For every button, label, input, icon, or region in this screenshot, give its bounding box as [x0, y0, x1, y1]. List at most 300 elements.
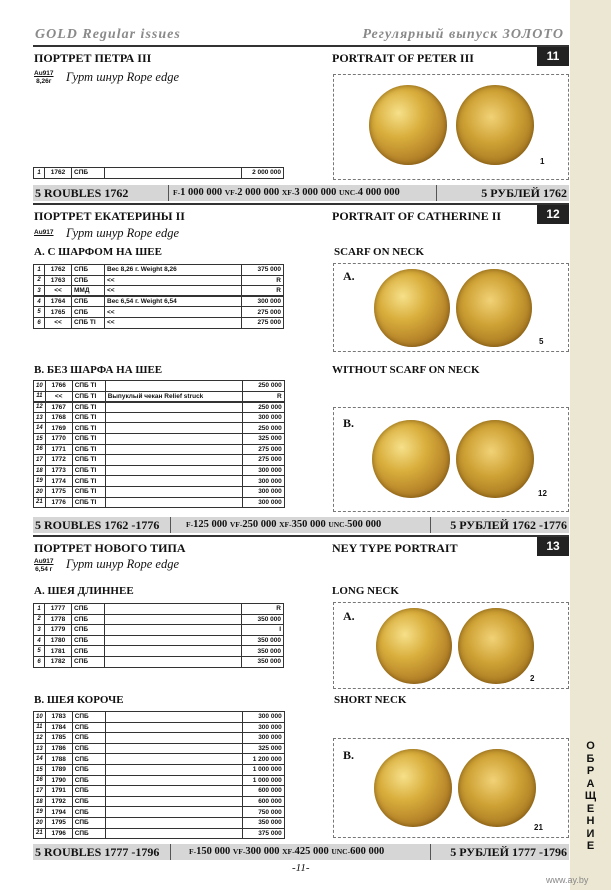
row-year: 1796: [45, 828, 72, 839]
row-year: <<: [45, 286, 72, 297]
row-mint: ММД: [72, 286, 105, 297]
row-mint: СПБ ТI: [72, 476, 105, 487]
row-mint: СПБ: [72, 604, 105, 615]
grade-vf: VF-: [232, 847, 246, 856]
s13-coin-a-obverse: [376, 608, 452, 684]
row-price: 300 000: [242, 296, 284, 307]
table-row: [34, 712, 285, 723]
row-price: 600 000: [242, 786, 284, 797]
s12-sub-b-ru: В. БЕЗ ШАРФА НА ШЕЕ: [34, 364, 163, 376]
price-vf: 250 000: [242, 519, 277, 530]
s13-table-a: [33, 603, 284, 668]
s13-coin-b-number: 21: [534, 823, 543, 832]
side-label: [570, 740, 611, 853]
s13-metal-top: Au917: [34, 558, 54, 565]
row-mint: СПБ: [72, 733, 105, 744]
s13-table-b: [33, 711, 285, 839]
s13-sub-b-en: SHORT NECK: [334, 694, 407, 706]
table-row: [34, 412, 285, 423]
side-letter: А: [586, 777, 595, 790]
row-index: 1: [34, 604, 45, 615]
s12-coin-b-number: 12: [538, 489, 547, 498]
s11-price-center: [173, 185, 400, 201]
row-description: [105, 828, 242, 839]
table-row: [34, 381, 285, 392]
row-year: 1763: [45, 275, 72, 286]
price-f: 125 000: [193, 519, 228, 530]
price-xf: 425 000: [294, 846, 329, 857]
row-year: 1795: [45, 817, 72, 828]
row-year: 1774: [45, 476, 72, 487]
table-row: [34, 423, 285, 434]
row-description: [105, 764, 242, 775]
row-description: [105, 444, 242, 455]
header-divider: [33, 45, 569, 47]
row-description: [105, 775, 242, 786]
row-mint: СПБ: [72, 625, 105, 636]
s12-title-ru: ПОРТРЕТ ЕКАТЕРИНЫ II: [34, 209, 185, 223]
row-description: <<: [105, 286, 242, 297]
s13-price-bar: [33, 844, 569, 860]
table-row: [34, 433, 285, 444]
row-description: [105, 656, 242, 667]
row-year: 1764: [45, 296, 72, 307]
row-year: 1784: [45, 722, 72, 733]
side-letter: Н: [586, 815, 595, 827]
s12-number-badge: 12: [537, 205, 569, 224]
row-year: 1791: [45, 786, 72, 797]
s11-title-en: PORTRAIT OF PETER III: [332, 51, 474, 65]
row-year: 1766: [45, 381, 72, 392]
row-description: [105, 635, 242, 646]
row-year: 1767: [45, 402, 72, 413]
s12-sub-b-en: WITHOUT SCARF ON NECK: [332, 364, 480, 376]
row-description: [105, 497, 242, 508]
row-price: 275 000: [242, 455, 284, 466]
table-row: [34, 402, 285, 413]
s13-coin-a-letter: A.: [343, 609, 355, 623]
row-index: 4: [34, 296, 45, 307]
row-description: [105, 402, 242, 413]
row-year: 1788: [45, 754, 72, 765]
row-year: 1783: [45, 712, 72, 723]
row-index: 12: [34, 733, 46, 744]
row-index: 15: [34, 433, 46, 444]
row-mint: СПБ: [72, 764, 105, 775]
s12-coin-box-a: [333, 263, 569, 352]
row-index: 15: [34, 764, 46, 775]
side-letter: О: [586, 740, 595, 752]
price-xf: 3 000 000: [294, 187, 337, 198]
row-year: 1765: [45, 307, 72, 318]
s11-title-ru: ПОРТРЕТ ПЕТРА III: [34, 51, 152, 65]
table-row: [34, 775, 285, 786]
s13-metal: [34, 558, 54, 574]
row-mint: СПБ: [72, 796, 105, 807]
s13-sub-a-ru: А. ШЕЯ ДЛИННЕЕ: [34, 585, 134, 597]
grade-f: F-: [186, 520, 194, 529]
row-year: 1792: [45, 796, 72, 807]
row-price: R: [242, 604, 284, 615]
row-price: 250 000: [242, 423, 284, 434]
s13-coin-box-b: [333, 738, 569, 838]
table-row: [34, 764, 285, 775]
s11-metal-top: Au917: [34, 70, 54, 77]
row-mint: СПБ: [72, 775, 105, 786]
page-number: -11-: [292, 862, 310, 874]
row-year: <<: [45, 317, 72, 328]
row-price: 750 000: [242, 807, 284, 818]
s13-coin-box-a: [333, 602, 569, 689]
row-index: 13: [34, 743, 46, 754]
s11-price-bar: [33, 185, 569, 201]
grade-f: F-: [189, 847, 197, 856]
row-description: [105, 754, 242, 765]
row-year: 1769: [45, 423, 72, 434]
row-price: 300 000: [242, 733, 284, 744]
row-description: [105, 722, 242, 733]
row-description: [105, 625, 242, 636]
s11-coin-box: [333, 74, 569, 180]
table-row: [34, 265, 284, 276]
row-mint: СПБ ТI: [72, 381, 105, 392]
row-description: [105, 476, 242, 487]
row-price: R: [242, 275, 284, 286]
row-description: [105, 817, 242, 828]
row-description: Вес 8,26 г. Weight 8,26: [105, 265, 242, 276]
row-year: 1785: [45, 733, 72, 744]
row-index: 11: [34, 391, 46, 402]
row-year: <<: [45, 391, 72, 402]
s11-table: [33, 167, 284, 179]
table-row: [34, 317, 284, 328]
s13-title-en: NEY TYPE PORTRAIT: [332, 541, 458, 555]
price-unc: 500 000: [347, 519, 382, 530]
row-mint: СПБ ТI: [72, 412, 105, 423]
row-price: 300 000: [242, 722, 284, 733]
row-price: 1 200 000: [242, 754, 284, 765]
table-row: [34, 817, 285, 828]
s12-coin-a-reverse: [456, 269, 532, 347]
row-price: 325 000: [242, 433, 284, 444]
grade-unc: UNC-: [331, 847, 351, 856]
row-year: 1789: [45, 764, 72, 775]
s12-coin-a-obverse: [374, 269, 450, 347]
row-index: 11: [34, 722, 46, 733]
separator: [430, 517, 431, 533]
s13-coin-b-reverse: [458, 749, 536, 827]
row-description: [105, 168, 242, 179]
row-description: [105, 455, 242, 466]
row-year: 1768: [45, 412, 72, 423]
row-index: 3: [34, 286, 45, 297]
row-year: 1779: [45, 625, 72, 636]
price-unc: 600 000: [350, 846, 385, 857]
table-row: [34, 391, 285, 402]
s11-metal: [34, 70, 54, 86]
s13-coin-a-reverse: [458, 608, 534, 684]
row-price: 300 000: [242, 712, 284, 723]
row-description: [105, 712, 242, 723]
table-row: [34, 296, 284, 307]
separator: [168, 185, 169, 201]
row-year: 1782: [45, 656, 72, 667]
row-mint: СПБ ТI: [72, 465, 105, 476]
s11-price-right: 5 РУБЛЕЙ 1762: [481, 186, 567, 200]
s13-metal-bottom: 6,54 г: [35, 566, 53, 573]
row-index: 4: [34, 635, 45, 646]
s12-coin-a-letter: A.: [343, 269, 355, 283]
row-price: 350 000: [242, 817, 284, 828]
table-row: [34, 614, 284, 625]
row-price: 350 000: [242, 635, 284, 646]
row-year: 1776: [45, 497, 72, 508]
row-year: 1771: [45, 444, 72, 455]
row-index: 17: [34, 455, 46, 466]
row-price: 2 000 000: [242, 168, 284, 179]
row-description: [105, 412, 242, 423]
row-index: 19: [34, 476, 46, 487]
row-price: 350 000: [242, 614, 284, 625]
separator: [170, 517, 171, 533]
row-mint: СПБ: [72, 722, 105, 733]
row-mint: СПБ: [72, 296, 105, 307]
row-mint: СПБ: [72, 275, 105, 286]
row-year: 1777: [45, 604, 72, 615]
s13-sub-a-en: LONG NECK: [332, 585, 399, 597]
row-year: 1770: [45, 433, 72, 444]
row-year: 1762: [45, 168, 72, 179]
grade-f: F-: [173, 188, 181, 197]
row-price: 300 000: [242, 412, 284, 423]
side-letter: Щ: [584, 790, 597, 802]
row-mint: СПБ: [72, 754, 105, 765]
row-price: 275 000: [242, 317, 284, 328]
price-f: 150 000: [196, 846, 231, 857]
row-year: 1780: [45, 635, 72, 646]
row-year: 1772: [45, 455, 72, 466]
table-row: [34, 807, 285, 818]
row-mint: СПБ: [72, 307, 105, 318]
row-mint: СПБ: [72, 656, 105, 667]
s12-coin-box-b: [333, 407, 569, 512]
row-mint: СПБ: [72, 614, 105, 625]
row-mint: СПБ ТI: [72, 391, 105, 402]
s12-metal: [34, 229, 54, 237]
row-index: 16: [34, 444, 46, 455]
side-letter: Р: [586, 765, 595, 777]
table-row: [34, 786, 285, 797]
row-price: R: [242, 286, 284, 297]
row-price: R: [242, 391, 284, 402]
s13-sub-b-ru: В. ШЕЯ КОРОЧЕ: [34, 694, 124, 706]
row-price: 350 000: [242, 656, 284, 667]
s13-price-right: 5 РУБЛЕЙ 1777 -1796: [450, 845, 567, 859]
row-index: 20: [34, 486, 46, 497]
table-row: [34, 275, 284, 286]
table-row: [34, 486, 285, 497]
row-mint: СПБ: [72, 743, 105, 754]
row-description: [105, 646, 242, 657]
grade-xf: XF-: [282, 847, 295, 856]
row-index: 18: [34, 796, 46, 807]
grade-xf: XF-: [279, 520, 292, 529]
row-mint: СПБ: [72, 817, 105, 828]
row-price: 350 000: [242, 646, 284, 657]
s11-price-left: 5 ROUBLES 1762: [35, 186, 129, 200]
s12-title-en: PORTRAIT OF CATHERINE II: [332, 209, 502, 223]
s11-coin-obverse: [369, 85, 447, 165]
price-xf: 350 000: [291, 519, 326, 530]
row-price: 250 000: [242, 402, 284, 413]
s12-edge: Гурт шнур Rope edge: [66, 226, 179, 240]
s13-coin-b-letter: B.: [343, 748, 355, 762]
s13-coin-b-obverse: [374, 749, 452, 827]
row-price: 300 000: [242, 486, 284, 497]
row-index: 14: [34, 423, 46, 434]
s12-price-center: [186, 517, 381, 533]
s12-coin-b-letter: B.: [343, 416, 355, 430]
row-index: 18: [34, 465, 46, 476]
separator: [170, 844, 171, 860]
s12-coin-a-number: 5: [539, 337, 544, 346]
grade-vf: VF-: [229, 520, 243, 529]
row-year: 1781: [45, 646, 72, 657]
row-mint: СПБ ТI: [72, 455, 105, 466]
row-mint: СПБ ТI: [72, 423, 105, 434]
price-vf: 2 000 000: [237, 187, 280, 198]
row-index: 10: [34, 712, 46, 723]
s11-edge: Гурт шнур Rope edge: [66, 70, 179, 84]
row-description: [105, 733, 242, 744]
row-price: 300 000: [242, 465, 284, 476]
side-letter: И: [586, 827, 595, 840]
row-mint: СПБ: [72, 712, 105, 723]
table-row: [34, 168, 284, 179]
s12-table-b: [33, 380, 285, 508]
row-mint: СПБ: [72, 828, 105, 839]
row-index: 12: [34, 402, 46, 413]
row-mint: СПБ ТI: [72, 444, 105, 455]
row-index: 14: [34, 754, 46, 765]
row-mint: СПБ: [72, 265, 105, 276]
row-index: 1: [34, 168, 45, 179]
s13-price-center: [189, 844, 384, 860]
row-index: 6: [34, 317, 45, 328]
row-index: 10: [34, 381, 46, 392]
s12-table-a: [33, 264, 284, 329]
row-description: <<: [105, 317, 242, 328]
row-mint: СПБ: [72, 786, 105, 797]
row-index: 19: [34, 807, 46, 818]
table-row: [34, 307, 284, 318]
side-tab: [570, 0, 611, 890]
row-description: Вес 6,54 г. Weight 6,54: [105, 296, 242, 307]
row-mint: СПБ ТI: [72, 433, 105, 444]
s13-price-left: 5 ROUBLES 1777 -1796: [35, 845, 160, 859]
row-price: 275 000: [242, 307, 284, 318]
header-left: GOLD Regular issues: [35, 27, 181, 42]
table-row: [34, 656, 284, 667]
table-row: [34, 743, 285, 754]
s12-coin-b-reverse: [456, 420, 534, 498]
table-row: [34, 286, 284, 297]
table-row: [34, 722, 285, 733]
price-unc: 4 000 000: [357, 187, 400, 198]
row-price: 300 000: [242, 476, 284, 487]
side-letter: Б: [586, 752, 595, 765]
side-letter: Е: [586, 802, 595, 815]
row-mint: СПБ: [72, 646, 105, 657]
table-row: [34, 476, 285, 487]
table-row: [34, 604, 284, 615]
row-price: 375 000: [242, 828, 284, 839]
table-row: [34, 444, 285, 455]
row-index: 3: [34, 625, 45, 636]
table-row: [34, 497, 285, 508]
row-index: 2: [34, 275, 45, 286]
row-price: I: [242, 625, 284, 636]
row-index: 20: [34, 817, 46, 828]
s12-price-left: 5 ROUBLES 1762 -1776: [35, 518, 160, 532]
row-description: [105, 614, 242, 625]
row-index: 16: [34, 775, 46, 786]
row-year: 1773: [45, 465, 72, 476]
s11-number-badge: 11: [537, 47, 569, 66]
row-description: Выпуклый чекан Relief struck: [105, 391, 242, 402]
s12-sub-a-en: SCARF ON NECK: [334, 246, 425, 258]
row-description: [105, 786, 242, 797]
row-year: 1778: [45, 614, 72, 625]
row-index: 21: [34, 497, 46, 508]
s12-sub-a-ru: А. С ШАРФОМ НА ШЕЕ: [34, 246, 162, 258]
row-year: 1775: [45, 486, 72, 497]
row-price: 275 000: [242, 444, 284, 455]
separator: [430, 844, 431, 860]
row-index: 6: [34, 656, 45, 667]
row-description: <<: [105, 275, 242, 286]
row-index: 5: [34, 646, 45, 657]
row-mint: СПБ ТI: [72, 317, 105, 328]
row-description: [105, 807, 242, 818]
row-mint: СПБ ТI: [72, 402, 105, 413]
row-year: 1790: [45, 775, 72, 786]
header-right: Регулярный выпуск ЗОЛОТО: [362, 27, 564, 42]
grade-xf: XF-: [281, 188, 295, 197]
s11-metal-bottom: 8,26г: [36, 78, 52, 85]
row-description: [105, 743, 242, 754]
row-description: [105, 433, 242, 444]
s12-price-bar: [33, 517, 569, 533]
row-index: 1: [34, 265, 45, 276]
row-mint: СПБ: [72, 635, 105, 646]
s13-coin-a-number: 2: [530, 674, 535, 683]
row-price: 1 000 000: [242, 775, 284, 786]
s13-divider: [33, 535, 569, 537]
row-description: [105, 486, 242, 497]
row-price: 375 000: [242, 265, 284, 276]
s13-title-ru: ПОРТРЕТ НОВОГО ТИПА: [34, 541, 186, 555]
s13-edge: Гурт шнур Rope edge: [66, 557, 179, 571]
row-description: [105, 423, 242, 434]
table-row: [34, 646, 284, 657]
watermark: www.ay.by: [546, 875, 589, 885]
row-mint: СПБ ТI: [72, 486, 105, 497]
table-row: [34, 754, 285, 765]
table-row: [34, 625, 284, 636]
s12-metal-top: Au917: [34, 229, 54, 236]
table-row: [34, 455, 285, 466]
